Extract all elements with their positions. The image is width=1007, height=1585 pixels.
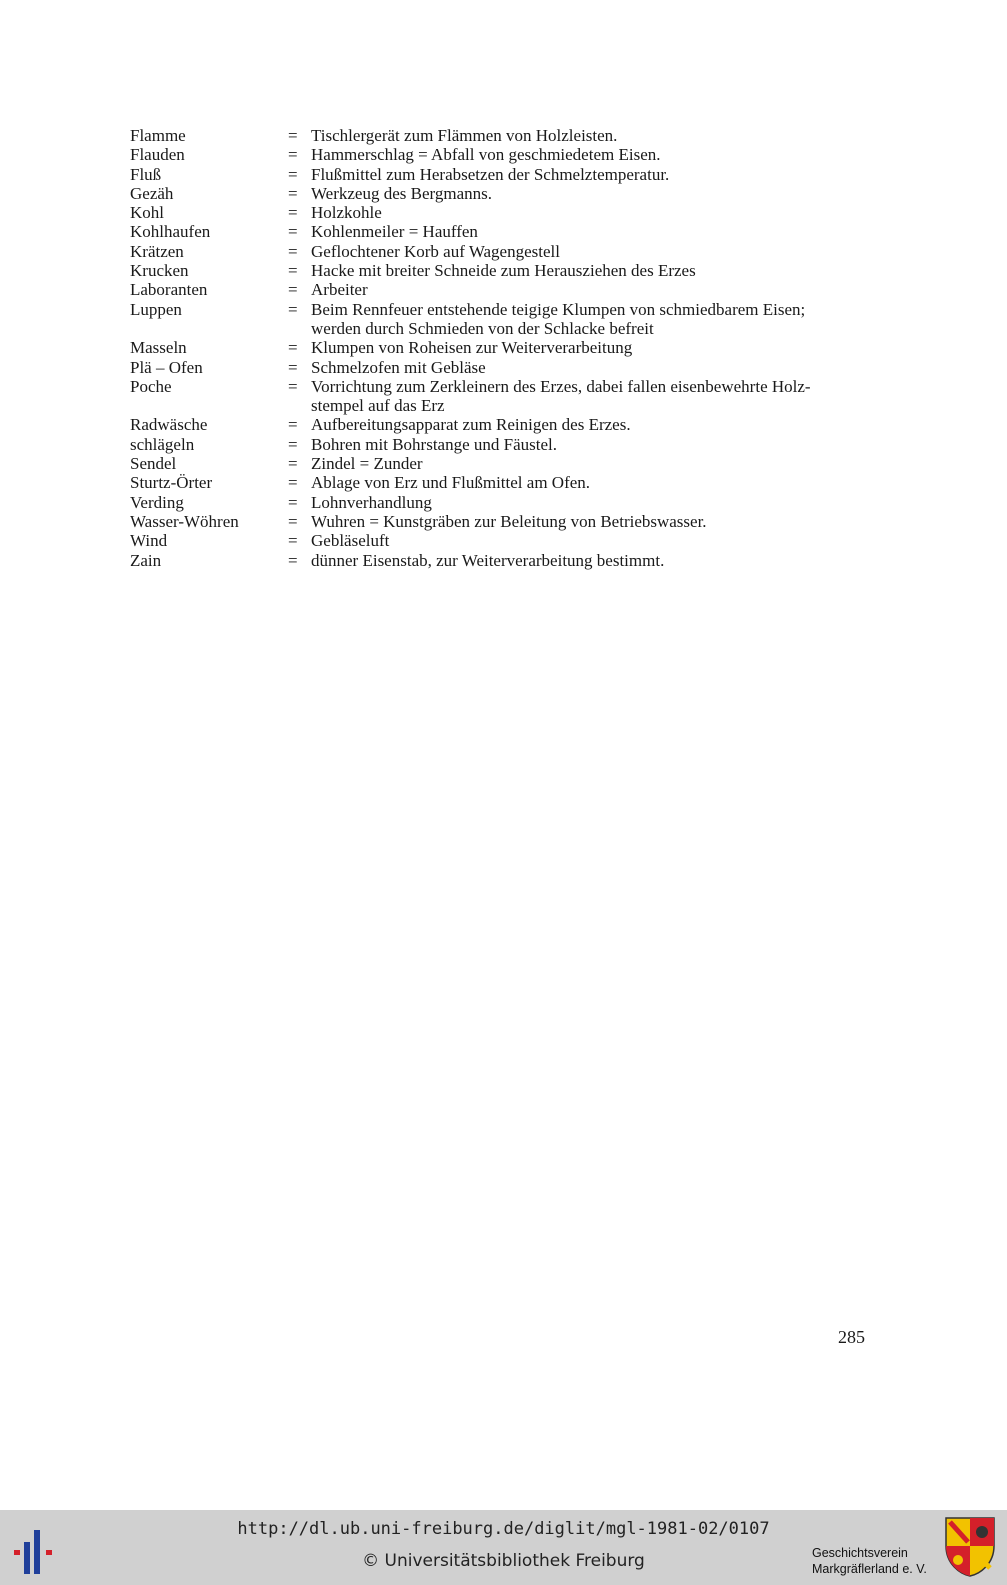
glossary-definition-line: Ablage von Erz und Flußmittel am Ofen. [311,473,591,493]
glossary-definition-line: Geflochtener Korb auf Wagengestell [311,241,560,261]
glossary-entry [130,242,890,261]
glossary-entry [130,126,890,145]
glossary-definition-line: Gebläseluft [311,531,390,551]
glossary-definition-line: dünner Eisenstab, zur Weiterverarbeitung bestimmt. [311,550,665,570]
glossary-separator: = [288,145,298,165]
glossary-definition [311,531,890,550]
glossary-separator: = [288,203,298,223]
coat-of-arms-icon [944,1516,996,1578]
page-number: 285 [838,1327,865,1347]
glossary-definition-line: Aufbereitungsapparat zum Reinigen des Erzes. [311,415,631,435]
society-name-line-2: Markgräflerland e. V. [812,1562,927,1576]
glossary-term: Kohl [130,203,164,223]
glossary-separator: = [288,126,298,145]
glossary-term: Flamme [130,126,186,145]
glossary-definition [311,358,890,377]
glossary-entry [130,145,890,164]
glossary-definition-line: Holzkohle [311,203,382,223]
glossary-separator: = [288,550,298,570]
glossary-term: Plä – Ofen [130,357,203,377]
glossary-entry [130,551,890,570]
glossary-definition [311,377,890,416]
glossary-separator: = [288,164,298,184]
glossary-entry [130,203,890,222]
glossary-term: Masseln [130,338,187,358]
glossary-term: Wasser-Wöhren [130,511,239,531]
glossary-term: Verding [130,492,184,512]
glossary-entry [130,338,890,357]
glossary-separator: = [288,280,298,300]
glossary-separator: = [288,183,298,203]
glossary-term: Krucken [130,261,189,281]
footer-bar [0,1510,1007,1585]
glossary-definition-line: Beim Rennfeuer entstehende teigige Klumpen von schmiedbarem Eisen; [311,299,806,319]
glossary-definition-line: Flußmittel zum Herabsetzen der Schmelztemperatur. [311,164,670,184]
glossary-definition [311,551,890,570]
glossary-separator: = [288,434,298,454]
glossary-definition [311,300,890,339]
glossary-definition [311,280,890,299]
glossary-separator: = [288,338,298,358]
glossary-entry [130,300,890,339]
glossary-definition-line: werden durch Schmieden von der Schlacke befreit [311,318,654,338]
glossary-definition [311,493,890,512]
glossary-separator: = [288,376,298,396]
glossary-term: Gezäh [130,183,174,203]
glossary-definition [311,261,890,280]
society-name [812,1545,927,1577]
glossary-separator: = [288,511,298,531]
glossary-definition [311,473,890,492]
glossary-entry [130,531,890,550]
glossary-term: Poche [130,376,172,396]
glossary-separator: = [288,222,298,242]
society-name-line-1: Geschichtsverein [812,1546,908,1560]
glossary-definition-line: Hacke mit breiter Schneide zum Herausziehen des Erzes [311,261,696,281]
glossary-separator: = [288,473,298,493]
glossary-separator: = [288,531,298,551]
glossary-definition-line: Bohren mit Bohrstange und Fäustel. [311,434,558,454]
glossary-separator: = [288,357,298,377]
glossary-term: Flauden [130,145,185,165]
glossary-separator: = [288,299,298,319]
glossary-definition [311,165,890,184]
glossary-term: schlägeln [130,434,195,454]
glossary-definition-line: Arbeiter [311,280,368,300]
glossary-separator: = [288,492,298,512]
glossary-definition [311,454,890,473]
glossary-separator: = [288,454,298,474]
glossary-definition [311,222,890,241]
glossary-definition [311,184,890,203]
glossary-term: Radwäsche [130,415,208,435]
glossary-separator: = [288,241,298,261]
glossary-entry [130,454,890,473]
glossary-definition-line: Kohlenmeiler = Hauffen [311,222,478,242]
glossary-definition [311,126,890,145]
glossary-definition [311,415,890,434]
glossary-definition-line: Schmelzofen mit Gebläse [311,357,486,377]
glossary-definition-line: Zindel = Zunder [311,454,423,474]
glossary-term: Laboranten [130,280,208,300]
glossary-definition-line: Klumpen von Roheisen zur Weiterverarbeitung [311,338,633,358]
glossary-definition-line: stempel auf das Erz [311,396,445,416]
glossary-entry [130,280,890,299]
glossary-entry [130,493,890,512]
glossary-term: Sendel [130,454,177,474]
glossary-entry [130,358,890,377]
glossary-entry [130,435,890,454]
glossary-separator: = [288,261,298,281]
glossary-separator: = [288,415,298,435]
glossary-entry [130,261,890,280]
glossary-definition-line: Vorrichtung zum Zerkleinern des Erzes, dabei fallen eisenbewehrte Holz- [311,376,811,396]
glossary-entry [130,473,890,492]
glossary-list [130,126,890,570]
glossary-term: Wind [130,531,168,551]
glossary-definition-line: Hammerschlag = Abfall von geschmiedetem Eisen. [311,145,661,165]
glossary-definition [311,242,890,261]
glossary-definition [311,338,890,357]
glossary-definition-line: Wuhren = Kunstgräben zur Beleitung von Betriebswasser. [311,511,707,531]
glossary-entry [130,415,890,434]
glossary-definition [311,512,890,531]
glossary-definition-line: Werkzeug des Bergmanns. [311,183,493,203]
glossary-entry [130,184,890,203]
glossary-definition-line: Lohnverhandlung [311,492,432,512]
glossary-term: Zain [130,550,162,570]
glossary-entry [130,222,890,241]
glossary-entry [130,512,890,531]
glossary-entry [130,377,890,416]
glossary-term: Luppen [130,299,182,319]
glossary-term: Sturtz-Örter [130,473,213,493]
glossary-term: Kohlhaufen [130,222,211,242]
glossary-definition-line: Tischlergerät zum Flämmen von Holzleisten. [311,126,618,145]
glossary-definition [311,435,890,454]
copyright-text: © Universitätsbibliothek Freiburg [362,1551,645,1571]
glossary-term: Krätzen [130,241,184,261]
glossary-term: Fluß [130,164,162,184]
glossary-entry [130,165,890,184]
glossary-definition [311,145,890,164]
glossary-definition [311,203,890,222]
source-url-link[interactable]: http://dl.ub.uni-freiburg.de/diglit/mgl-1981-02/0107 [237,1519,770,1539]
